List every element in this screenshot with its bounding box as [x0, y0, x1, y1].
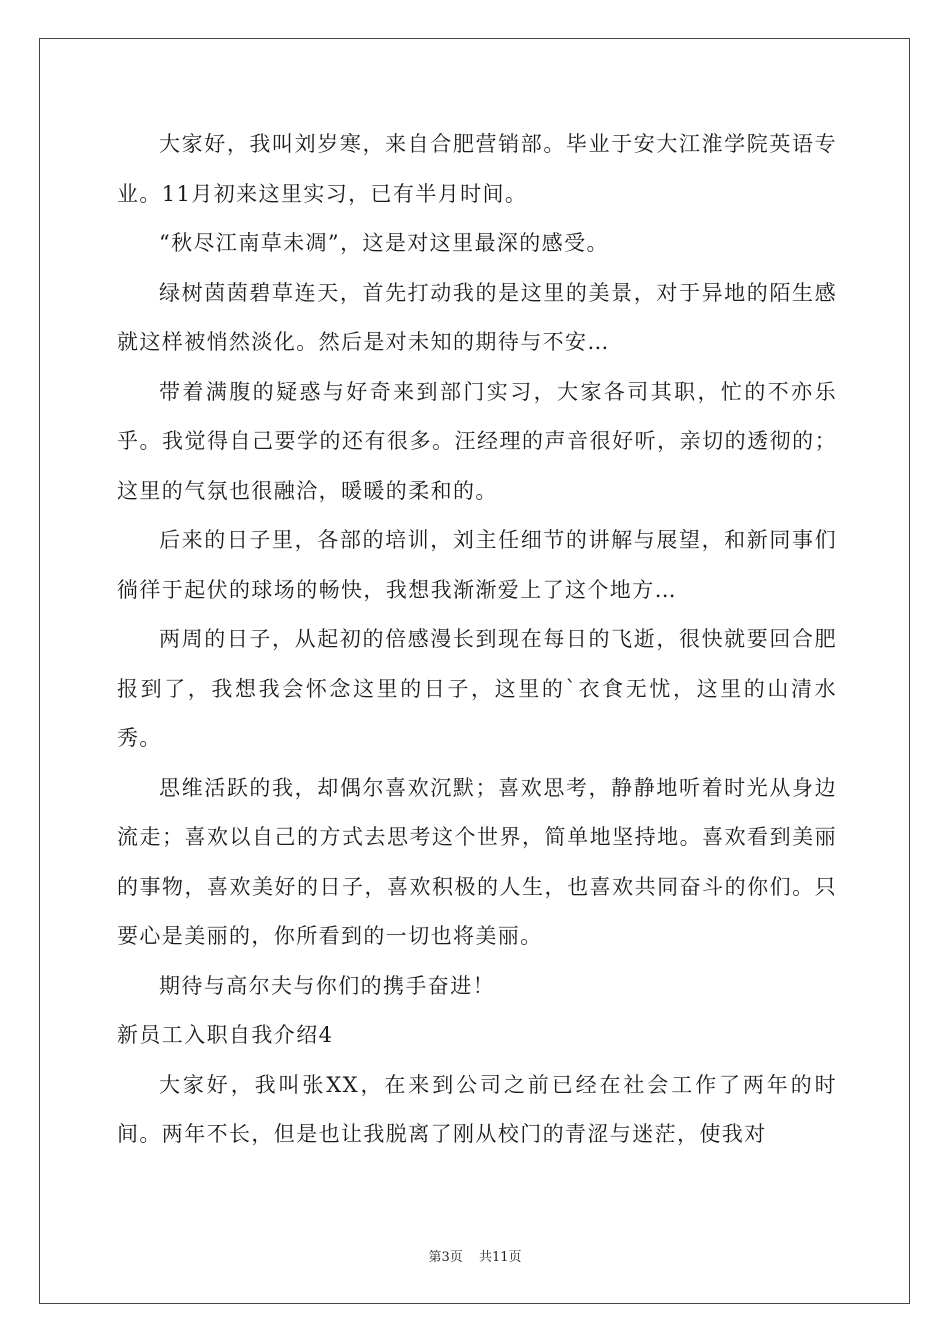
document-body [117, 120, 837, 1160]
paragraph: 两周的日子，从起初的倍感漫长到现在每日的飞逝，很快就要回合肥报到了，我想我会怀念这里的日子，这里的`衣食无忧，这里的山清水秀。 [117, 627, 837, 750]
paragraph: “秋尽江南草未凋”，这是对这里最深的感受。 [159, 231, 609, 255]
paragraph: 思维活跃的我，却偶尔喜欢沉默；喜欢思考，静静地听着时光从身边流走；喜欢以自己的方式去思考这个世界，简单地坚持地。喜欢看到美丽的事物，喜欢美好的日子，喜欢积极的人生，也喜欢共同奋斗的你们。只要心是美丽的，你所看到的一切也将美丽。 [117, 775, 837, 948]
page-footer [0, 1246, 950, 1265]
page-total: 共11页 [478, 1250, 522, 1265]
paragraph: 后来的日子里，各部的培训，刘主任细节的讲解与展望，和新同事们徜徉于起伏的球场的畅快，我想我渐渐爱上了这个地方… [117, 528, 837, 602]
paragraph: 带着满腹的疑惑与好奇来到部门实习，大家各司其职，忙的不亦乐乎。我觉得自己要学的还有很多。汪经理的声音很好听，亲切的透彻的；这里的气氛也很融洽，暖暖的柔和的。 [117, 379, 837, 503]
section-heading: 新员工入职自我介绍4 [117, 1023, 334, 1047]
paragraph: 大家好，我叫张XX，在来到公司之前已经在社会工作了两年的时间。两年不长，但是也让我脱离了刚从校门的青涩与迷茫，使我对 [117, 1072, 837, 1146]
page-number: 第3页 [428, 1250, 463, 1265]
paragraph: 期待与高尔夫与你们的携手奋进！ [159, 973, 495, 998]
paragraph: 绿树茵茵碧草连天，首先打动我的是这里的美景，对于异地的陌生感就这样被悄然淡化。然后是对未知的期待与不安… [117, 280, 837, 354]
paragraph: 大家好，我叫刘岁寒，来自合肥营销部。毕业于安大江淮学院英语专业。11月初来这里实习，已有半月时间。 [117, 132, 837, 206]
